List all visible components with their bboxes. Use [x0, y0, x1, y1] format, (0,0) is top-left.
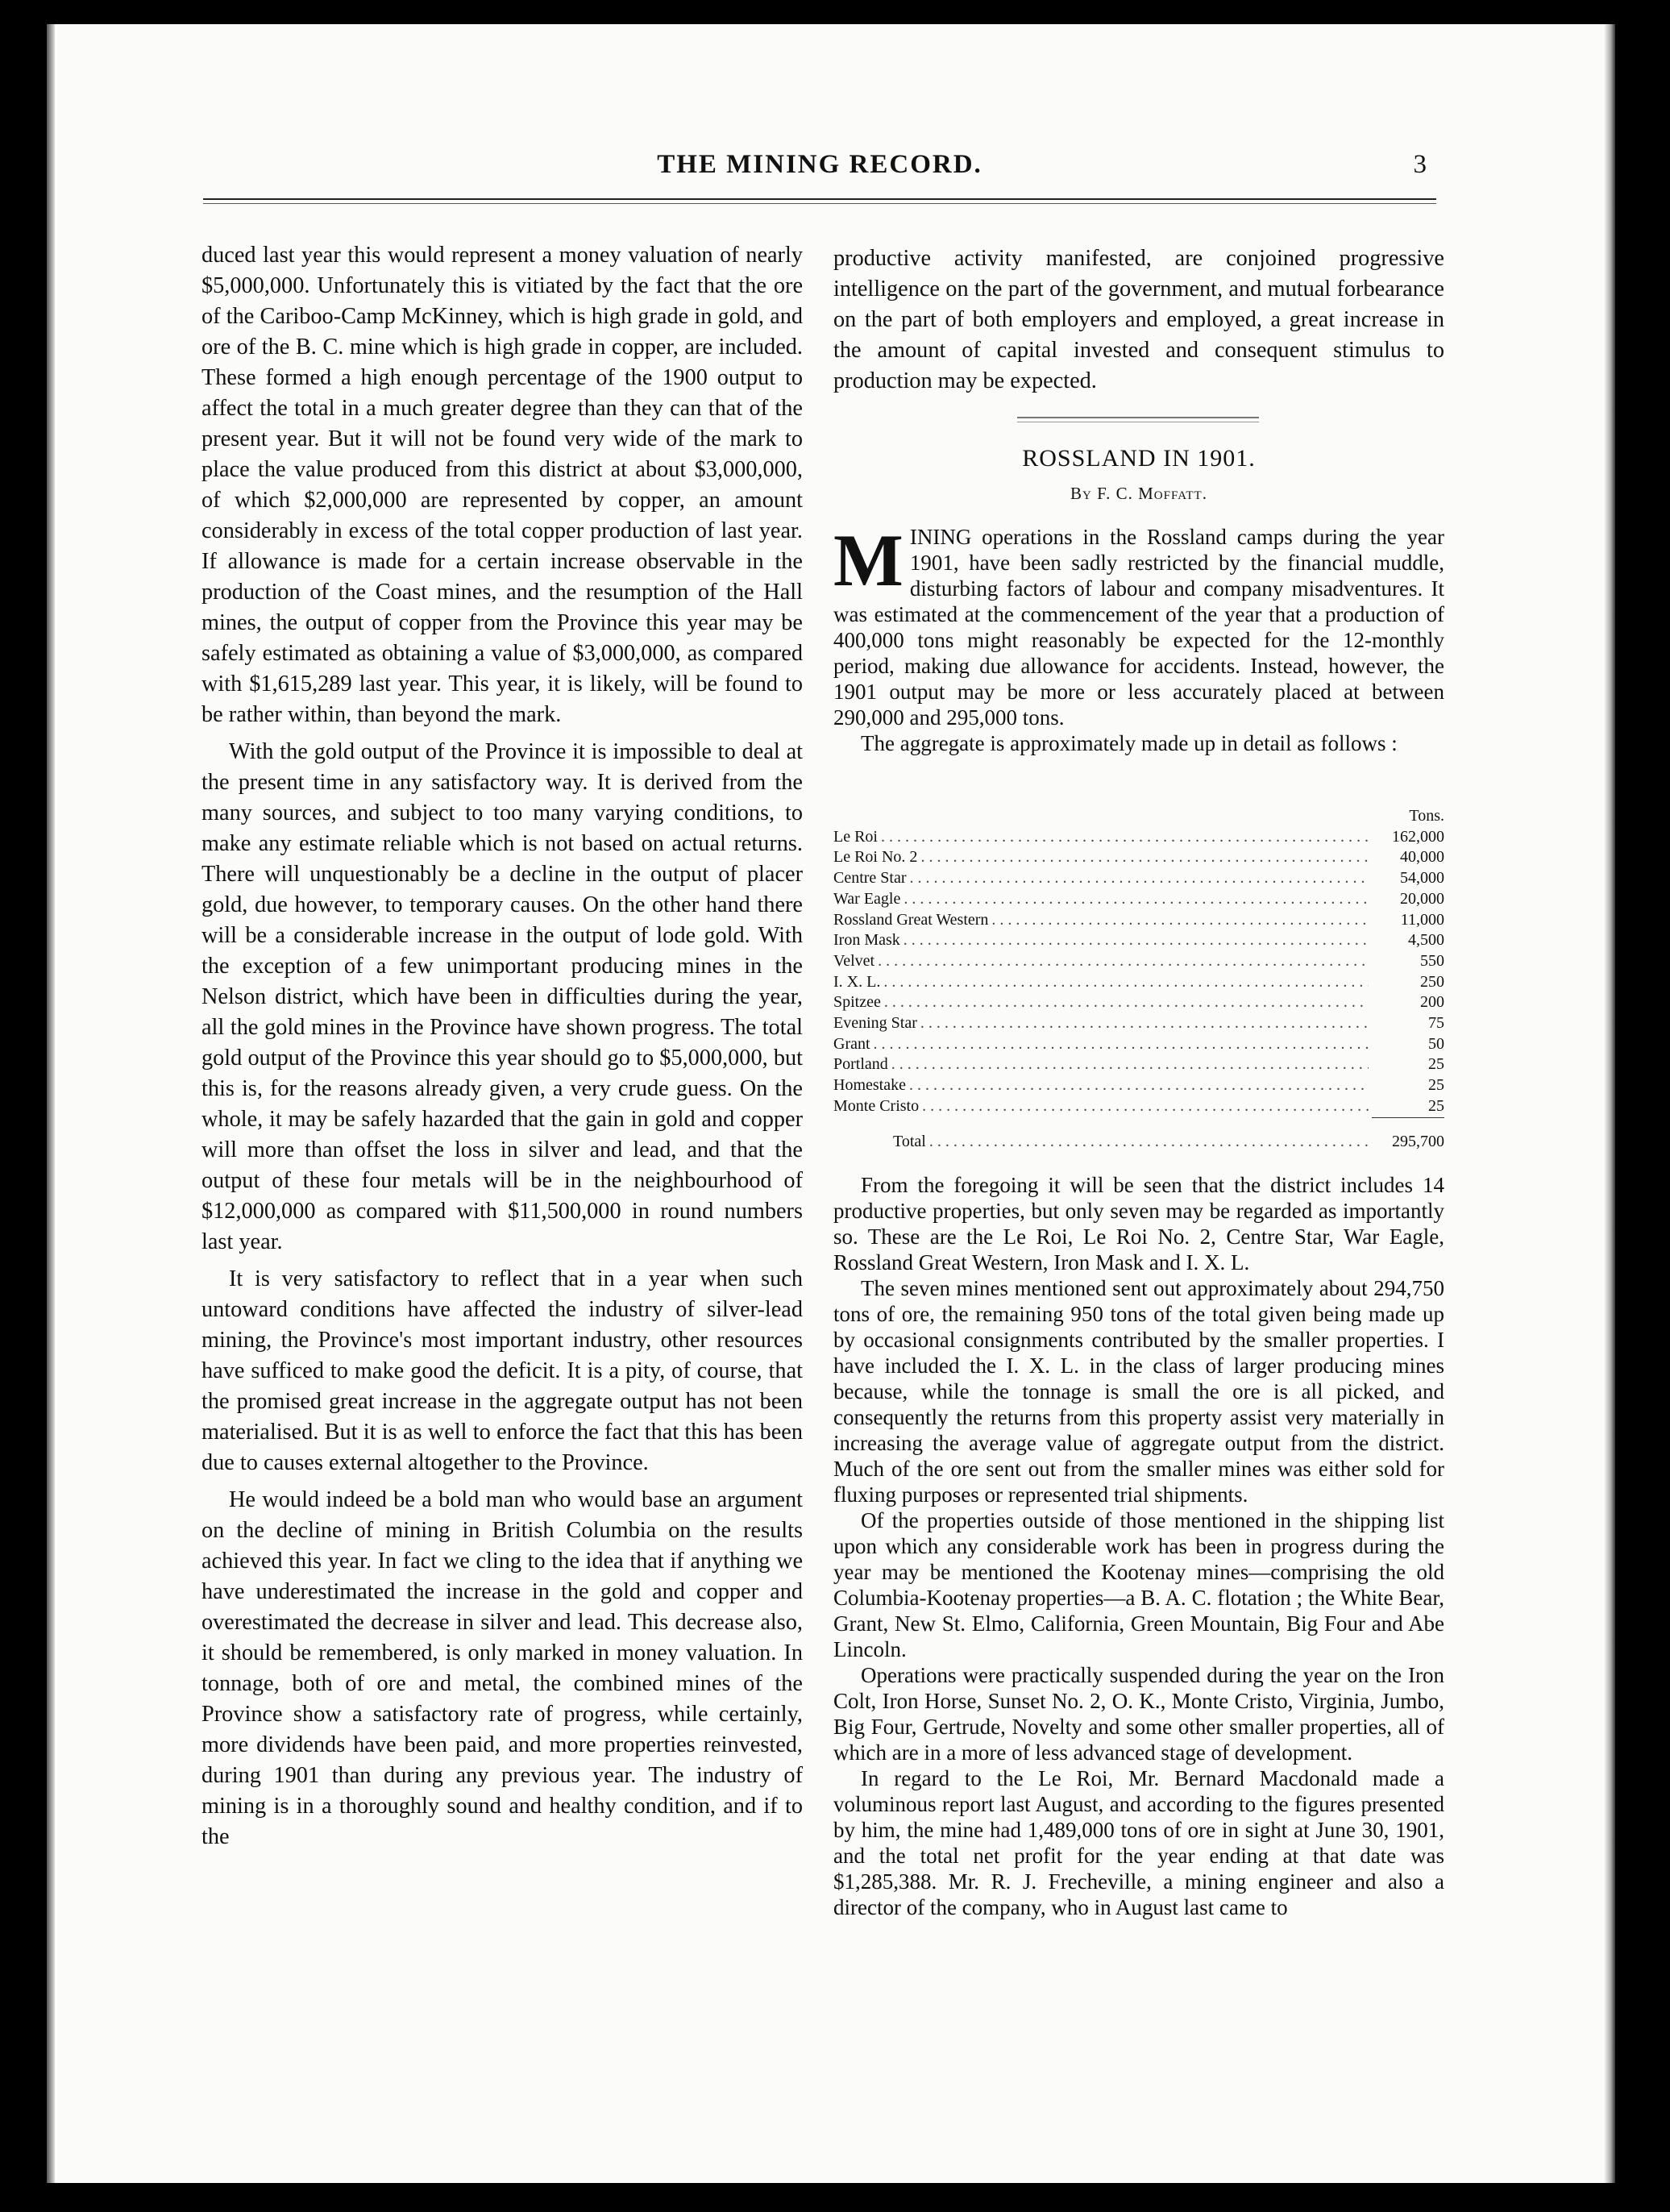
tonnage-value: 20,000	[1400, 889, 1444, 908]
leader-dots	[884, 992, 1369, 1013]
leader-dots	[881, 827, 1369, 848]
tonnage-value: 250	[1420, 972, 1444, 991]
leader-dots	[891, 1054, 1369, 1075]
table-row	[833, 930, 1444, 951]
total-rule	[1372, 1117, 1444, 1118]
mine-name: Grant	[833, 1034, 870, 1053]
leader-dots	[910, 868, 1369, 889]
table-row	[833, 1034, 1444, 1055]
page-right-edge	[1604, 24, 1615, 2183]
table-row	[833, 847, 1444, 868]
table-row	[833, 910, 1444, 931]
leader-dots	[878, 951, 1369, 972]
tonnage-value: 25	[1428, 1055, 1444, 1074]
mine-name: Iron Mask	[833, 931, 900, 950]
left-paragraph-1: duced last year this would represent a money valuation of nearly $5,000,000. Unfortunately this is vitiated by the fact that the ore of the Cariboo-Camp McKinney, which is high grade in gold, and ore of the B. C. mine which is high grade in copper, are included. These formed a high enough percentage of the 1900 output to affect the total in a much greater degree than they can that of the present year. But it will not be found very wide of the mark to place the value produced from this district at about $3,000,000, of which $2,000,000 are represented by copper, an amount considerably in excess of the total copper production of last year. If allowance is made for a certain increase observable in the production of the Coast mines, and the resumption of the Hall mines, the output of copper from the Province this year may be safely estimated as obtaining a value of $3,000,000, as compared with $1,615,289 last year. This year, it is likely, will be found to be rather within, than beyond the mark.	[201, 243, 803, 727]
article-intro	[833, 519, 1444, 756]
mine-name: Portland	[833, 1055, 888, 1074]
section-separator	[1017, 417, 1259, 418]
left-paragraph-2: With the gold output of the Province it is impossible to deal at the present time in any satisfactory way. It is derived from the many sources, and subject to too many varying conditions, to make any estimate reliable which is not based on actual returns. There will unquestionably be a decline in the output of placer gold, due however, to temporary causes. On the other hand there will be a considerable increase in the output of lode gold. With the exception of a few unimportant producing mines in the Nelson district, which have been in difficulties during the year, all the gold mines in the Province have shown progress. The total gold output of the Province this year should go to $5,000,000, but this is, for the reasons already given, a very crude guess. On the whole, it may be safely hazarded that the gain in gold and copper will more than offset the loss in silver and lead, and that the output of these four metals will be in the neighbourhood of $12,000,000 as compared with $11,500,000 in round numbers last year.	[201, 739, 803, 1254]
table-row	[833, 1054, 1444, 1075]
tonnage-value: 25	[1428, 1076, 1444, 1095]
mine-name: Velvet	[833, 951, 875, 970]
table-row	[833, 868, 1444, 889]
table-row	[833, 889, 1444, 910]
mine-name: Rossland Great Western	[833, 910, 989, 929]
total-label: Total	[893, 1132, 926, 1150]
leader-dots	[904, 930, 1369, 951]
table-total-row	[833, 1132, 1444, 1153]
mine-name: Evening Star	[833, 1014, 917, 1033]
mine-name: Centre Star	[833, 869, 907, 888]
page-number: 3	[1413, 150, 1427, 179]
continuation-paragraph: productive activity manifested, are conjoined progressive intelligence on the part of the government, and mutual forbearance on the part of both employers and employed, a great increase in the amount of capital invested and consequent stimulus to production may be expected.	[833, 246, 1444, 393]
intro-text: INING operations in the Rossland camps during the year 1901, have been sadly restricted by the financial muddle, disturbing factors of labour and company misadventures. It was estimated at the commencement of the year that a production of 400,000 tons might reasonably be expected for the 12-monthly period, making due allowance for accidents. Instead, however, the 1901 output may be more or less accurately placed at between 290,000 and 295,000 tons.	[833, 525, 1444, 730]
mine-name: I. X. L.	[833, 972, 881, 991]
tonnage-value: 40,000	[1400, 848, 1444, 867]
leader-dots	[991, 910, 1369, 931]
mine-name: Le Roi No. 2	[833, 848, 918, 867]
tonnage-value: 54,000	[1400, 869, 1444, 888]
leader-dots	[920, 847, 1369, 868]
mine-name: War Eagle	[833, 889, 901, 908]
header-rule-bottom	[203, 203, 1436, 204]
table-row	[833, 1096, 1444, 1117]
body-paragraph-1: From the foregoing it will be seen that the district includes 14 productive properties, but only seven may be regarded as importantly so. These are the Le Roi, Le Roi No. 2, Centre Star, War Eagle, Rossland Great Western, Iron Mask and I. X. L.	[833, 1173, 1444, 1274]
table-row	[833, 1075, 1444, 1096]
right-column-continuation	[833, 243, 1444, 397]
left-column	[201, 240, 803, 1852]
table-row	[833, 951, 1444, 972]
leader-dots	[883, 972, 1369, 993]
mine-name: Homestake	[833, 1076, 906, 1095]
leader-dots	[920, 1013, 1369, 1034]
left-paragraph-3: It is very satisfactory to reflect that in a year when such untoward conditions have affected the industry of silver-lead mining, the Province's most important industry, other resources have sufficed to make good the deficit. It is a pity, of course, that the promised great increase in the aggregate output has not been materialised. But it is as well to enforce the fact that this has been due to causes external altogether to the Province.	[201, 1266, 803, 1475]
drop-cap: M	[833, 519, 904, 601]
header-rule-top	[203, 198, 1436, 200]
body-paragraph-3: Of the properties outside of those mentioned in the shipping list upon which any considerable work has been in progress during the year may be mentioned the Kootenay mines—comprising the old Columbia-Kootenay properties—a B. A. C. flotation ; the White Bear, Grant, New St. Elmo, California, Green Mountain, Big Four and Abe Lincoln.	[833, 1508, 1444, 1661]
table-row	[833, 1013, 1444, 1034]
leader-dots	[922, 1096, 1369, 1117]
running-header	[203, 145, 1436, 193]
tonnage-value: 50	[1428, 1034, 1444, 1053]
tonnage-table	[833, 806, 1444, 1152]
tonnage-value: 11,000	[1400, 910, 1444, 929]
leader-dots	[909, 1075, 1369, 1096]
journal-title: THE MINING RECORD.	[657, 150, 982, 179]
table-unit-header: Tons.	[1409, 807, 1444, 825]
body-paragraph-4: Operations were practically suspended during the year on the Iron Colt, Iron Horse, Sunset No. 2, O. K., Monte Cristo, Virginia, Jumbo, Big Four, Gertrude, Novelty and some other smaller properties, all of which are in a more of less advanced stage of development.	[833, 1663, 1444, 1765]
table-row	[833, 827, 1444, 848]
tonnage-value: 162,000	[1392, 827, 1444, 846]
article-body	[833, 1172, 1444, 1920]
table-row	[833, 992, 1444, 1013]
leader-dots	[929, 1132, 1369, 1153]
intro-followup: The aggregate is approximately made up in detail as follows :	[861, 731, 1398, 755]
article-byline: By F. C. Moffatt.	[1070, 484, 1207, 503]
article-title: ROSSLAND IN 1901.	[1022, 445, 1256, 472]
table-row	[833, 972, 1444, 993]
tonnage-value: 25	[1428, 1096, 1444, 1115]
left-paragraph-4: He would indeed be a bold man who would base an argument on the decline of mining in British Columbia on the results achieved this year. In fact we cling to the idea that if anything we have underestimated the increase in the gold and copper and overestimated the decrease in silver and lead. This decrease also, it should be remembered, is only marked in money valuation. In tonnage, both of ore and metal, the combined mines of the Province show a satisfactory rate of progress, while certainly, more dividends have been paid, and more properties reinvested, during 1901 than during any previous year. The industry of mining is in a thoroughly sound and healthy condition, and if to the	[201, 1487, 803, 1849]
mine-name: Monte Cristo	[833, 1096, 920, 1115]
leader-dots	[874, 1034, 1369, 1055]
mine-name: Spitzee	[833, 993, 881, 1012]
tonnage-value: 200	[1420, 993, 1444, 1012]
mine-name: Le Roi	[833, 827, 878, 846]
table-rows	[833, 827, 1444, 1117]
leader-dots	[904, 889, 1369, 910]
body-paragraph-5: In regard to the Le Roi, Mr. Bernard Macdonald made a voluminous report last August, and according to the figures presented by him, the mine had 1,489,000 tons of ore in sight at June 30, 1901, and the total net profit for the year ending at that date was $1,285,388. Mr. R. J. Frecheville, a mining engineer and also a director of the company, who in August last came to	[833, 1766, 1444, 1919]
tonnage-value: 550	[1420, 951, 1444, 970]
page-binding-edge	[47, 24, 55, 2183]
body-paragraph-2: The seven mines mentioned sent out approximately about 294,750 tons of ore, the remaining 950 tons of the total given being made up by occasional consignments contributed by the smaller properties. I have included the I. X. L. in the class of larger producing mines because, while the tonnage is small the ore is all picked, and consequently the returns from this property assist very materially in increasing the average value of aggregate output from the district. Much of the ore sent out from the smaller mines was either sold for fluxing purposes or represented trial shipments.	[833, 1276, 1444, 1507]
total-value: 295,700	[1392, 1132, 1444, 1150]
tonnage-value: 75	[1428, 1014, 1444, 1033]
tonnage-value: 4,500	[1408, 931, 1444, 950]
